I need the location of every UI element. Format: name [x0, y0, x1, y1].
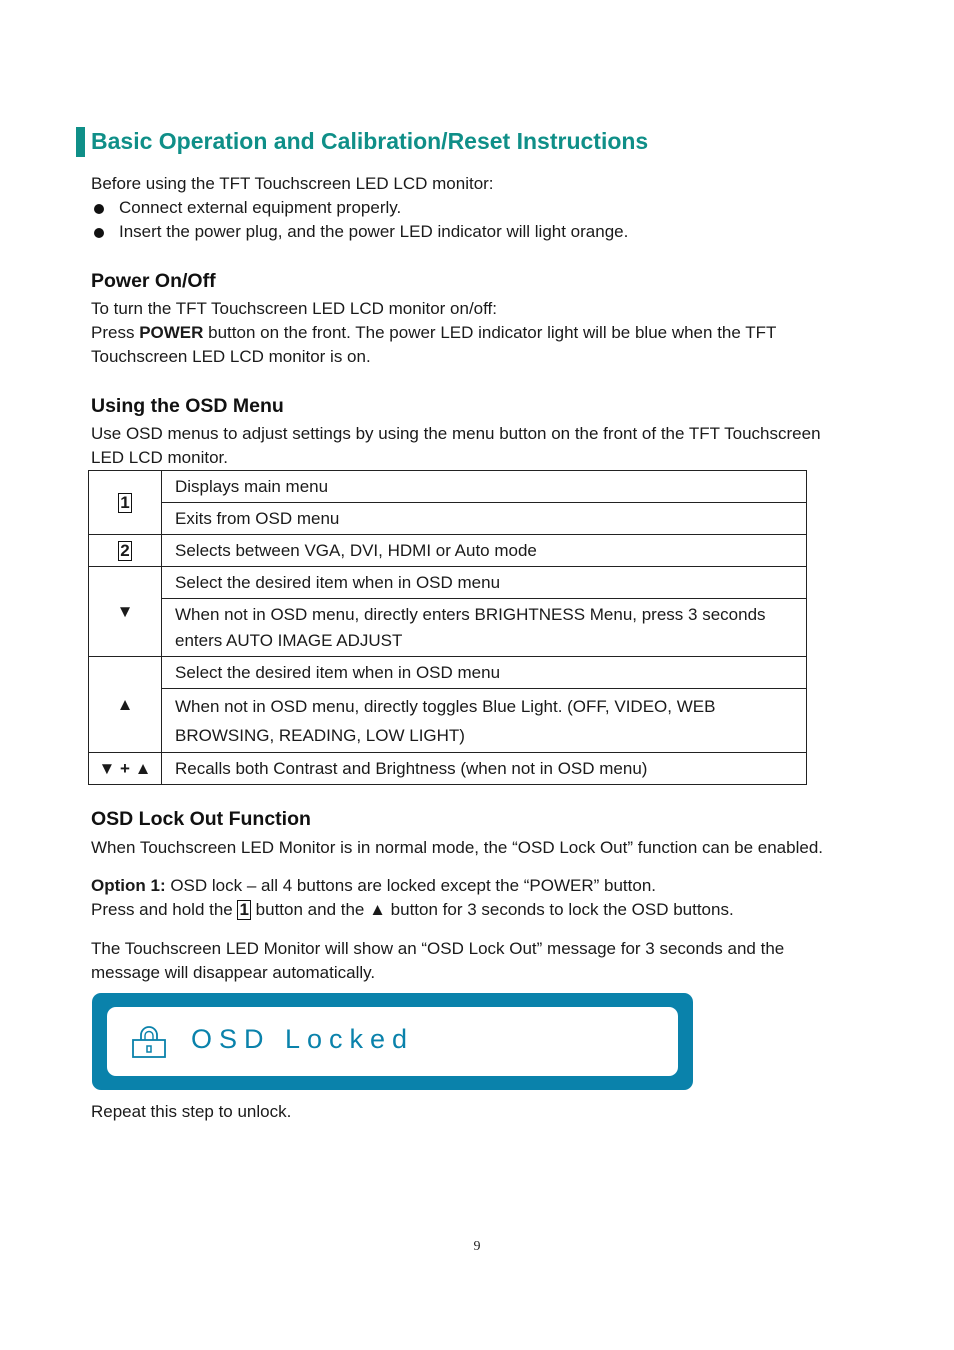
- up-arrow-icon: ▲: [89, 657, 162, 753]
- power-line-3: Touchscreen LED LCD monitor is on.: [91, 347, 371, 366]
- desc-line: BROWSING, READING, LOW LIGHT): [175, 726, 465, 745]
- desc-line: When not in OSD menu, directly enters BRIGHTNESS Menu, press 3 seconds: [175, 605, 766, 624]
- option-text: OSD lock – all 4 buttons are locked except the “POWER” button.: [165, 876, 657, 895]
- osd-menu-heading: Using the OSD Menu: [91, 395, 284, 417]
- table-row: [89, 689, 807, 753]
- desc-cell: Recalls both Contrast and Brightness (when not in OSD menu): [162, 753, 807, 785]
- bullet-dot-icon: [94, 228, 104, 238]
- page-number: 9: [473, 1239, 481, 1254]
- lockout-message-2: message will disappear automatically.: [91, 963, 376, 982]
- lockout-line-1: When Touchscreen LED Monitor is in normal mode, the “OSD Lock Out” function can be enabled.: [91, 838, 824, 857]
- power-line-2-start: Press: [91, 323, 140, 342]
- key-cell: [89, 535, 162, 567]
- heading-title: Basic Operation and Calibration/Reset Instructions: [91, 128, 649, 154]
- press-text-start: Press and hold the: [91, 900, 238, 919]
- desc-cell: [162, 689, 807, 753]
- table-row: [89, 567, 807, 599]
- down-up-combo-icon: ▼ + ▲: [89, 753, 162, 785]
- osd-menu-line-2: LED LCD monitor.: [91, 448, 228, 467]
- down-arrow-icon: ▼: [89, 567, 162, 657]
- repeat-line: Repeat this step to unlock.: [91, 1102, 292, 1121]
- desc-line: When not in OSD menu, directly toggles Blue Light. (OFF, VIDEO, WEB: [175, 697, 716, 716]
- bullet-text: Connect external equipment properly.: [119, 198, 402, 217]
- bullet-dot-icon: [94, 204, 104, 214]
- osd-locked-banner: [92, 993, 693, 1090]
- menu-key-2: 2: [120, 540, 130, 560]
- section-heading: [76, 127, 836, 157]
- table-row: [89, 471, 807, 503]
- lockout-heading: OSD Lock Out Function: [91, 808, 311, 830]
- menu-key-1: 1: [239, 900, 249, 919]
- osd-menu-line-1: Use OSD menus to adjust settings by using the menu button on the front of the TFT Touchscreen: [91, 424, 821, 443]
- desc-cell: Select the desired item when in OSD menu: [162, 657, 807, 689]
- osd-locked-text: OSD Locked: [191, 1024, 415, 1054]
- osd-locked-panel: [107, 1007, 678, 1076]
- table-row: [89, 503, 807, 535]
- desc-cell: Select the desired item when in OSD menu: [162, 567, 807, 599]
- lockout-option-1: [91, 874, 656, 898]
- power-line-2-end: button on the front. The power LED indicator light will be blue when the TFT: [203, 323, 777, 342]
- power-key-label: POWER: [139, 323, 204, 342]
- option-label: Option 1:: [91, 876, 166, 895]
- table-row: [89, 599, 807, 657]
- desc-cell: Exits from OSD menu: [162, 503, 807, 535]
- power-heading: Power On/Off: [91, 270, 216, 292]
- bullet-text: Insert the power plug, and the power LED indicator will light orange.: [119, 222, 629, 241]
- lock-icon: [131, 1025, 167, 1059]
- table-row: [89, 657, 807, 689]
- key-cell: [89, 471, 162, 535]
- lockout-message-1: The Touchscreen LED Monitor will show an “OSD Lock Out” message for 3 seconds and the: [91, 939, 785, 958]
- press-text-end: button and the ▲ button for 3 seconds to lock the OSD buttons.: [250, 900, 734, 919]
- desc-cell: [162, 599, 807, 657]
- table-row: [89, 753, 807, 785]
- desc-line: enters AUTO IMAGE ADJUST: [175, 631, 403, 650]
- table-row: [89, 535, 807, 567]
- intro-lead: Before using the TFT Touchscreen LED LCD monitor:: [91, 174, 494, 193]
- power-line-1: To turn the TFT Touchscreen LED LCD monitor on/off:: [91, 299, 497, 318]
- osd-button-table: [88, 470, 807, 785]
- heading-accent-bar: [76, 127, 85, 157]
- menu-key-1: 1: [120, 492, 130, 512]
- power-line-2: [91, 321, 776, 345]
- lockout-press-line: [91, 898, 734, 922]
- desc-cell: Displays main menu: [162, 471, 807, 503]
- desc-cell: Selects between VGA, DVI, HDMI or Auto mode: [162, 535, 807, 567]
